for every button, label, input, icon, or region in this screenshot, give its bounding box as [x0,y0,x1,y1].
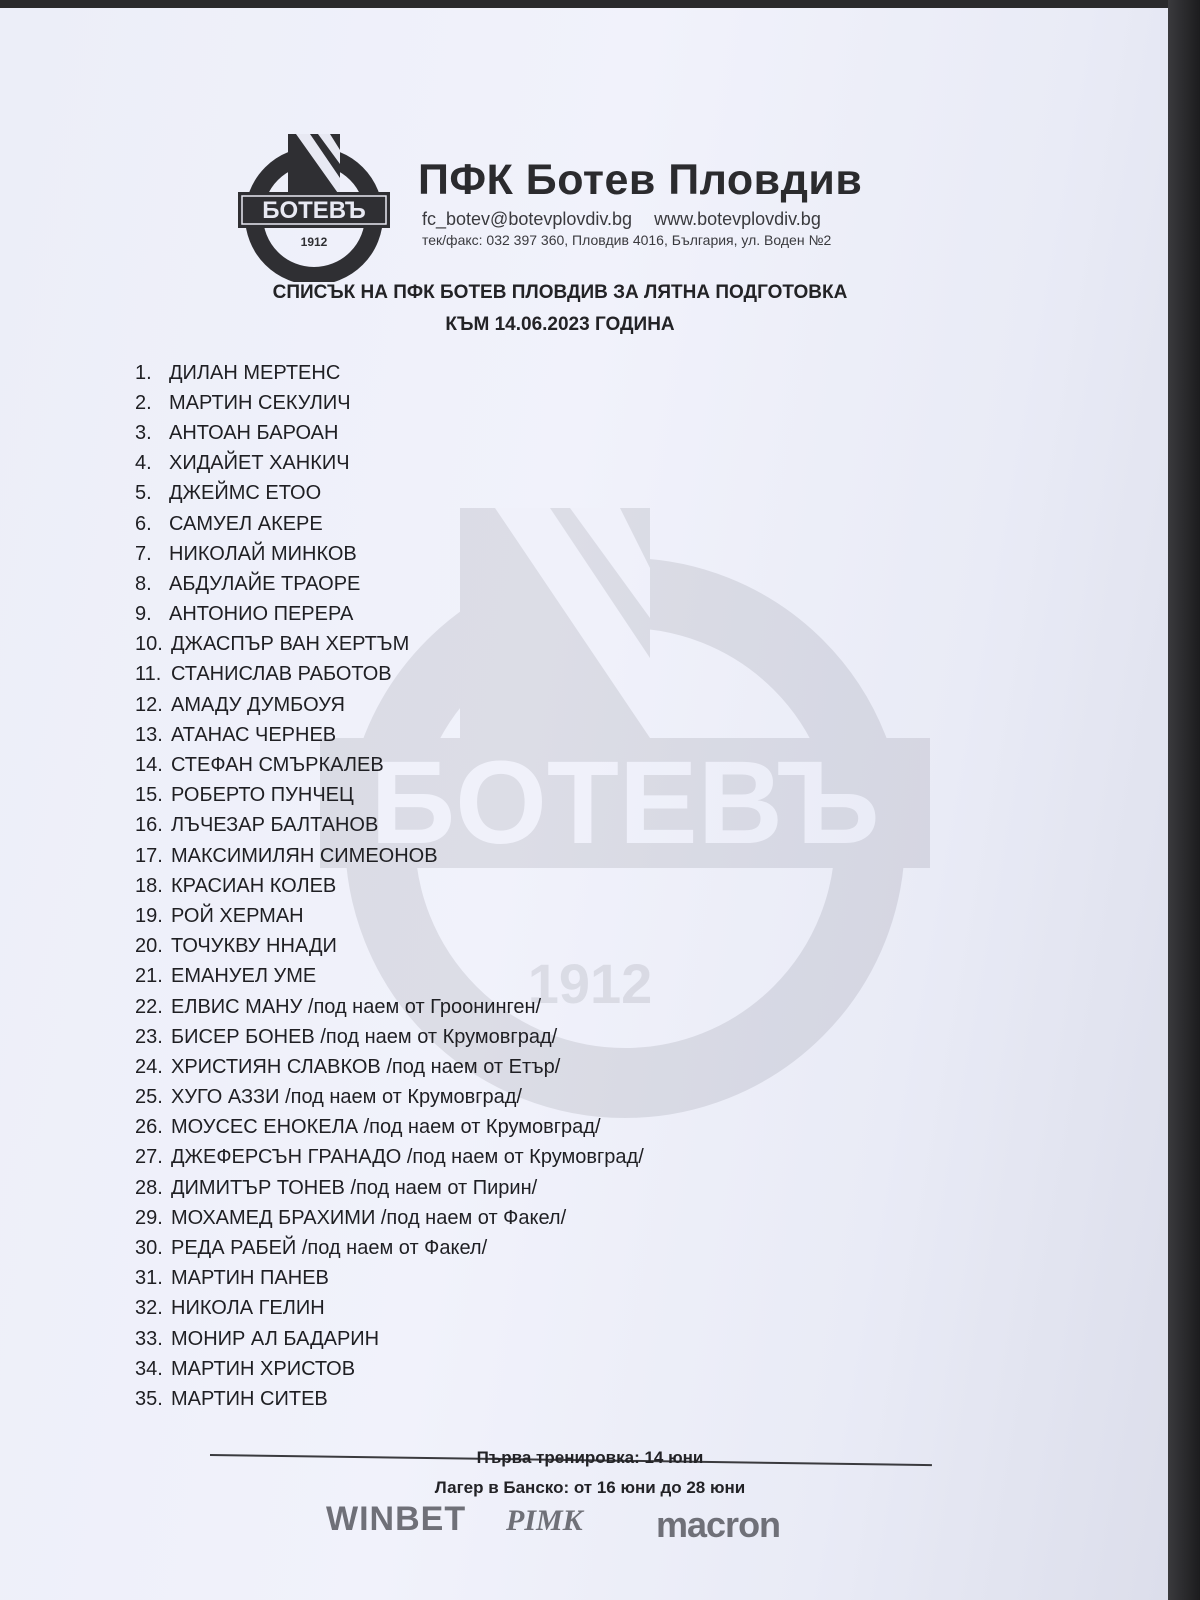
svg-text:1912: 1912 [527,952,653,1015]
player-number: 11. [135,663,162,686]
club-logo [238,134,390,282]
player-list-item [135,901,644,931]
player-list-item [135,992,644,1022]
player-number: 22. [135,995,163,1018]
player-number: 15. [135,784,163,807]
player-number: 9. [135,603,152,626]
player-list-item [135,569,644,599]
player-number: 30. [135,1237,163,1260]
player-list-item [135,660,644,690]
training-camp-text: Лагер в Банско: от 16 юни до 28 юни [434,1478,746,1497]
player-name: РЕДА РАБЕЙ /под наем от Факел/ [171,1237,488,1260]
player-list-item [135,871,644,901]
player-number: 31. [135,1267,163,1290]
player-name: ХИДАЙЕТ ХАНКИЧ [169,452,350,475]
player-name: НИКОЛА ГЕЛИН [171,1297,325,1320]
player-list-item [135,1294,644,1324]
player-number: 7. [135,542,152,565]
player-name: КРАСИАН КОЛЕВ [171,874,337,897]
player-list-item [135,1083,644,1113]
player-name: МАРТИН СЕКУЛИЧ [169,391,351,414]
sponsor-macron-logo: macron [656,1504,781,1545]
sponsor-logos [326,1496,806,1548]
player-list-item [135,1324,644,1354]
player-number: 28. [135,1176,163,1199]
player-list [135,358,644,1415]
player-number: 26. [135,1116,163,1139]
player-name: ДИЛАН МЕРТЕНС [169,361,341,384]
player-name: ХУГО АЗЗИ /под наем от Крумовград/ [171,1086,522,1109]
document-sheet [0,8,1168,1600]
player-name: МАКСИМИЛЯН СИМЕОНОВ [171,844,438,867]
email-address: fc_botev@botevplovdiv.bg [422,209,633,229]
player-list-item [135,600,644,630]
player-list-item [135,811,644,841]
player-name: ТОЧУКВУ ННАДИ [171,935,337,958]
player-number: 5. [135,482,152,505]
player-name: АТАНАС ЧЕРНЕВ [171,723,337,746]
player-name: МАРТИН СИТЕВ [171,1387,328,1410]
player-list-item [135,1203,644,1233]
player-number: 14. [135,754,163,777]
player-number: 12. [135,693,163,716]
player-number: 27. [135,1146,163,1169]
player-name: БИСЕР БОНЕВ /под наем от Крумовград/ [171,1025,558,1048]
player-number: 24. [135,1055,163,1078]
player-number: 20. [135,935,163,958]
player-list-item [135,358,644,388]
player-number: 32. [135,1297,163,1320]
player-name: МАРТИН ПАНЕВ [171,1267,329,1290]
player-number: 29. [135,1206,163,1229]
player-name: АБДУЛАЙЕ ТРАОРЕ [169,572,361,595]
player-list-item [135,1113,644,1143]
player-list-item [135,720,644,750]
player-list-item [135,1384,644,1414]
player-number: 35. [135,1387,163,1410]
player-number: 19. [135,904,163,927]
player-name: НИКОЛАЙ МИНКОВ [169,542,357,565]
player-name: ЕМАНУЕЛ УМЕ [171,965,317,988]
sponsor-pimk-logo: PIMK [506,1504,583,1537]
player-name: ХРИСТИЯН СЛАВКОВ /под наем от Етър/ [171,1055,561,1078]
player-list-item [135,690,644,720]
player-number: 25. [135,1086,163,1109]
svg-text:1912: 1912 [300,235,328,249]
player-number: 33. [135,1327,163,1350]
player-list-item [135,1233,644,1263]
player-name: МОХАМЕД БРАХИМИ /под наем от Факел/ [171,1206,567,1229]
player-list-item [135,449,644,479]
list-title-line2: КЪМ 14.06.2023 ГОДИНА [445,314,675,335]
player-number: 17. [135,844,163,867]
player-list-item [135,932,644,962]
player-number: 34. [135,1357,163,1380]
website-address: www.botevplovdiv.bg [654,209,821,229]
list-title-line1: СПИСЪК НА ПФК БОТЕВ ПЛОВДИВ ЗА ЛЯТНА ПОДГОТОВКА [272,282,848,303]
player-name: АНТОНИО ПЕРЕРА [169,603,354,626]
player-name: ДЖЕЙМС ЕТОО [169,482,322,505]
svg-text:БОТЕВЪ: БОТЕВЪ [262,197,366,224]
player-list-item [135,841,644,871]
svg-text:БОТЕВЪ: БОТЕВЪ [370,737,880,869]
player-name: РОЙ ХЕРМАН [171,904,304,927]
player-name: МОНИР АЛ БАДАРИН [171,1327,380,1350]
player-name: СТАНИСЛАВ РАБОТОВ [171,663,392,686]
player-name: ДЖЕФЕРСЪН ГРАНАДО /под наем от Крумовград/ [171,1146,644,1169]
player-name: ДЖАСПЪР ВАН ХЕРТЪМ [171,633,410,656]
player-list-item [135,1143,644,1173]
player-list-item [135,479,644,509]
player-number: 23. [135,1025,163,1048]
player-number: 10. [135,633,163,656]
contact-row [422,209,821,230]
player-name: САМУЕЛ АКЕРЕ [169,512,323,535]
player-number: 6. [135,512,152,535]
player-list-item [135,750,644,780]
player-name: ДИМИТЪР ТОНЕВ /под наем от Пирин/ [171,1176,538,1199]
player-list-item [135,1354,644,1384]
player-number: 16. [135,814,163,837]
player-number: 3. [135,421,152,444]
player-number: 2. [135,391,152,414]
player-list-item [135,388,644,418]
player-name: РОБЕРТО ПУНЧЕЦ [171,784,354,807]
player-name: МАРТИН ХРИСТОВ [171,1357,356,1380]
player-list-item [135,1264,644,1294]
player-list-item [135,509,644,539]
player-list-item [135,962,644,992]
player-name: СТЕФАН СМЪРКАЛЕВ [171,754,384,777]
player-list-item [135,1173,644,1203]
player-name: ЛЪЧЕЗАР БАЛТАНОВ [171,814,379,837]
player-name: ЕЛВИС МАНУ /под наем от Гроонинген/ [171,995,542,1018]
background-edge [1168,0,1200,1600]
player-list-item [135,1022,644,1052]
player-number: 1. [135,361,152,384]
club-name: ПФК Ботев Пловдив [418,156,863,204]
player-number: 18. [135,874,163,897]
player-list-item [135,781,644,811]
player-number: 4. [135,452,152,475]
sponsor-winbet-logo: WINBET [326,1500,467,1538]
player-list-item [135,418,644,448]
first-training-text: Първа тренировка: 14 юни [476,1448,704,1467]
postal-address: тек/факс: 032 397 360, Пловдив 4016, България, ул. Воден №2 [422,232,832,248]
player-name: АНТОАН БАРОАН [169,421,339,444]
player-name: АМАДУ ДУМБОУЯ [171,693,345,716]
player-number: 13. [135,723,163,746]
player-list-item [135,630,644,660]
player-list-item [135,1052,644,1082]
player-number: 21. [135,965,163,988]
player-list-item [135,539,644,569]
player-name: МОУСЕС ЕНОКЕЛА /под наем от Крумовград/ [171,1116,601,1139]
player-number: 8. [135,572,152,595]
